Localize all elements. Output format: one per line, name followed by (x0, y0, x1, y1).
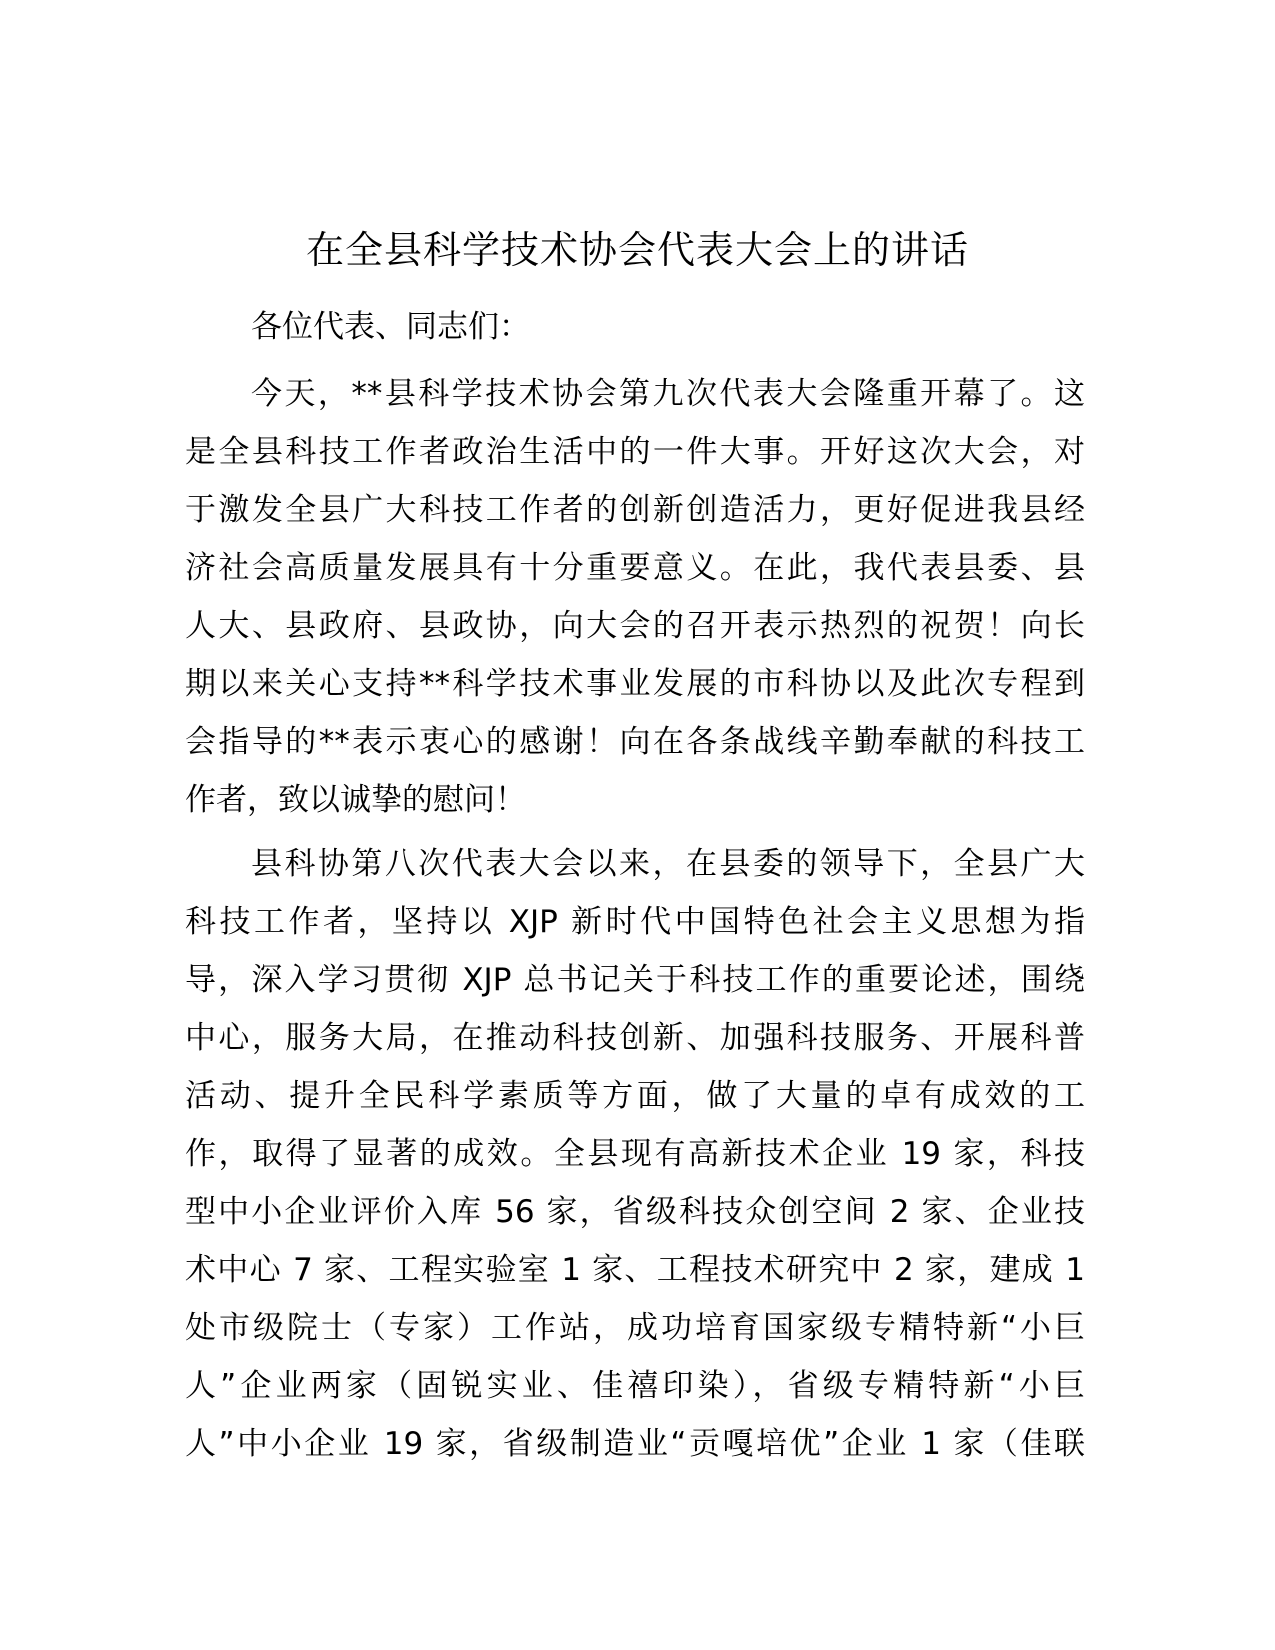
text-line: 型中小企业评价入库 56 家，省级科技众创空间 2 家、企业技 (185, 1194, 1085, 1230)
text-line: 中心，服务大局，在推动科技创新、加强科技服务、开展科普 (185, 1020, 1085, 1056)
text-line: 人大、县政府、县政协，向大会的召开表示热烈的祝贺！向长 (185, 608, 1085, 644)
document-body (185, 297, 1085, 1473)
text-line: 作，取得了显著的成效。全县现有高新技术企业 19 家，科技 (185, 1136, 1085, 1172)
text-line: 术中心 7 家、工程实验室 1 家、工程技术研究中 2 家，建成 1 (185, 1252, 1085, 1288)
text-line: 科技工作者，坚持以 XJP 新时代中国特色社会主义思想为指 (185, 904, 1085, 940)
text-line: 活动、提升全民科学素质等方面，做了大量的卓有成效的工 (185, 1078, 1085, 1114)
text-line: 期以来关心支持**科学技术事业发展的市科协以及此次专程到 (185, 666, 1085, 702)
text-line: 导，深入学习贯彻 XJP 总书记关于科技工作的重要论述，围绕 (185, 962, 1085, 998)
paragraph-opening (185, 365, 1085, 829)
text-line: 县科协第八次代表大会以来，在县委的领导下，全县广大 (251, 846, 1085, 882)
paragraph-achievements (185, 835, 1085, 1473)
text-line: 处市级院士（专家）工作站，成功培育国家级专精特新“小巨 (185, 1310, 1085, 1346)
text-line: 是全县科技工作者政治生活中的一件大事。开好这次大会，对 (185, 434, 1085, 470)
text-line: 人”企业两家（固锐实业、佳禧印染），省级专精特新“小巨 (185, 1368, 1085, 1404)
text-line: 今天，**县科学技术协会第九次代表大会隆重开幕了。这 (251, 376, 1085, 412)
text-line: 作者，致以诚挚的慰问！ (185, 782, 526, 818)
document-title: 在全县科学技术协会代表大会上的讲话 (305, 228, 969, 272)
text-line: 人”中小企业 19 家，省级制造业“贡嘎培优”企业 1 家（佳联 (185, 1426, 1085, 1462)
text-line: 会指导的**表示衷心的感谢！向在各条战线辛勤奉献的科技工 (185, 724, 1085, 760)
salutation: 各位代表、同志们： (251, 309, 530, 345)
text-line: 济社会高质量发展具有十分重要意义。在此，我代表县委、县 (185, 550, 1085, 586)
text-line: 于激发全县广大科技工作者的创新创造活力，更好促进我县经 (185, 492, 1085, 528)
